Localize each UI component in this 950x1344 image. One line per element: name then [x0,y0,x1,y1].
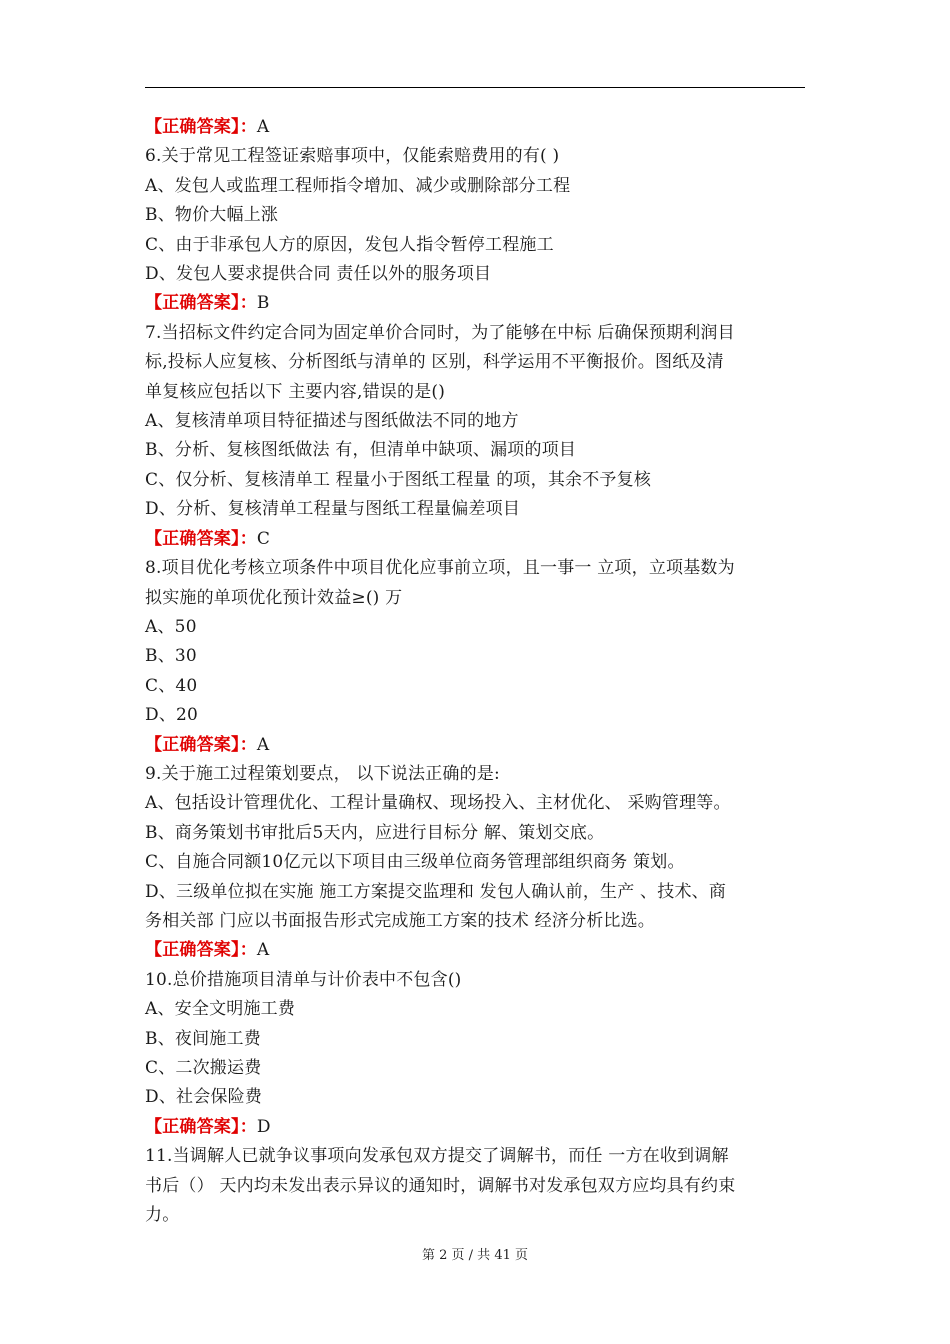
answer-line [145,525,810,554]
text-line: D、20 [145,705,199,726]
text-line: 力。 [145,1205,180,1226]
text-line: 6.关于常见工程签证索赔事项中，仅能索赔费用的有( ) [145,146,560,167]
text-line: C、自施合同额10亿元以下项目由三级单位商务管理部组织商务 策划。 [145,852,685,873]
answer-label: 【正确答案】： [145,293,257,314]
text-line: A、安全文明施工费 [145,999,296,1020]
answer-line [145,1113,810,1142]
answer-value: A [256,940,270,961]
answer-line [145,289,810,318]
text-line: C、二次搬运费 [145,1058,262,1078]
text-line: 8.项目优化考核立项条件中项目优化应事前立项，且一事一 立项，立项基数为 [145,558,735,579]
text-line: C、仅分析、复核清单工 程量小于图纸工程量 的项，其余不予复核 [145,469,652,490]
answer-line [145,113,810,142]
text-line: B、夜间施工费 [145,1028,261,1049]
text-line: 10.总价措施项目清单与计价表中不包含() [145,969,462,990]
text-line: B、分析、复核图纸做法 有，但清单中缺项、漏项的项目 [145,440,577,461]
page-footer: 第 2 页 / 共 41 页 [422,1248,528,1263]
header-rule [145,87,805,88]
text-line: 务相关部 门应以书面报告形式完成施工方案的技术 经济分析比选。 [145,910,656,931]
text-line: B、商务策划书审批后5天内，应进行目标分 解、策划交底。 [145,822,605,843]
text-line: D、三级单位拟在实施 施工方案提交监理和 发包人确认前，生产 、技术、商 [145,881,727,902]
text-line: 标,投标人应复核、分析图纸与清单的 区别，科学运用不平衡报价。图纸及清 [145,352,724,373]
text-line: D、社会保险费 [145,1087,263,1108]
answer-value: A [256,117,270,137]
text-line: D、分析、复核清单工程量与图纸工程量偏差项目 [145,499,521,520]
text-line: 7.当招标文件约定合同为固定单价合同时，为了能够在中标 后确保预期利润目 [145,322,735,343]
text-line: A、50 [145,616,197,637]
answer-line [145,936,810,965]
text-line: A、发包人或监理工程师指令增加、减少或删除部分工程 [145,175,571,196]
answer-label: 【正确答案】： [145,940,257,961]
text-line: D、发包人要求提供合同 责任以外的服务项目 [145,264,492,285]
text-line: 9.关于施工过程策划要点， 以下说法正确的是: [145,763,500,784]
answer-value: A [256,734,270,755]
text-line: 11.当调解人已就争议事项向发承包双方提交了调解书，而任 一方在收到调解 [145,1146,729,1167]
text-line: B、物价大幅上涨 [145,205,279,226]
text-line: B、30 [145,646,197,667]
answer-label: 【正确答案】： [145,734,257,755]
text-line: 拟实施的单项优化预计效益≥() 万 [145,587,403,608]
answer-label: 【正确答案】： [145,117,257,137]
text-line: 单复核应包括以下 主要内容,错误的是() [145,381,446,402]
text-line: C、40 [145,675,198,696]
text-line: A、包括设计管理优化、工程计量确权、现场投入、主材优化、 采购管理等。 [145,793,731,814]
document-body [145,113,810,1230]
answer-label: 【正确答案】： [145,528,257,549]
answer-line [145,731,810,760]
answer-value: D [256,1116,271,1137]
text-line: 书后（） 天内均未发出表示异议的通知时，调解书对发承包双方应均具有约束 [145,1175,736,1196]
answer-value: C [256,528,271,549]
answer-value: B [256,293,270,314]
answer-label: 【正确答案】： [145,1116,257,1137]
text-line: A、复核清单项目特征描述与图纸做法不同的地方 [145,411,519,432]
text-line: C、由于非承包人方的原因，发包人指令暂停工程施工 [145,234,554,255]
